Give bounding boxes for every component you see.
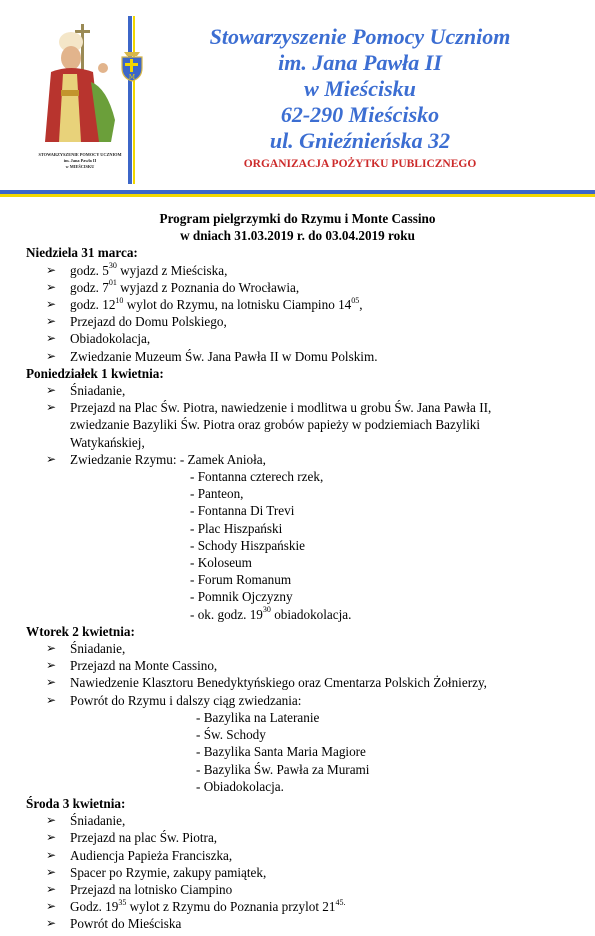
program-title: Program pielgrzymki do Rzymu i Monte Cassino w dniach 31.03.2019 r. do 03.04.2019 roku — [159, 211, 436, 244]
arrow-bullet-icon: ➢ — [46, 830, 57, 845]
letterhead — [0, 0, 595, 200]
list-item: - ok. godz. $19^{30}$ obiadokolacja. — [190, 605, 352, 622]
list-item: - Koloseum — [190, 555, 252, 571]
list-item: - Fontanna czterech rzek, — [190, 469, 324, 485]
day-items-sunday — [0, 262, 595, 365]
arrow-bullet-icon: ➢ — [46, 314, 57, 329]
list-item: ➢ Śniadanie, — [46, 813, 126, 829]
list-item: ➢ Obiadokolacja, — [46, 331, 151, 347]
arrow-bullet-icon: ➢ — [46, 658, 57, 673]
arrow-bullet-icon: ➢ — [46, 813, 57, 828]
arrow-bullet-icon: ➢ — [46, 675, 57, 690]
pope-photo — [41, 24, 119, 142]
list-item: ➢ Śniadanie, — [46, 383, 126, 399]
day-heading-monday: Poniedziałek 1 kwietnia: — [26, 365, 164, 381]
arrow-bullet-icon: ➢ — [46, 297, 57, 312]
list-item: ➢ Audiencja Papieża Franciszka, — [46, 847, 233, 863]
arrow-bullet-icon: ➢ — [46, 383, 57, 398]
day-heading-tuesday: Wtorek 2 kwietnia: — [26, 623, 135, 639]
list-item: - Bazylika Św. Pawła za Murami — [196, 761, 370, 777]
list-item: - Schody Hiszpańskie — [190, 537, 306, 553]
arrow-bullet-icon: ➢ — [46, 692, 57, 707]
yellow-band — [0, 194, 595, 197]
rome-sights-list — [0, 468, 595, 623]
arrow-bullet-icon: ➢ — [46, 899, 57, 914]
list-item: ➢ Godz. $19^{35}$ wylot z Rzymu do Poznania przylot $21^{45.}$ — [46, 897, 346, 915]
list-item: ➢ Śniadanie, — [46, 641, 126, 657]
list-item: - Obiadokolacja. — [196, 778, 284, 794]
list-item: ➢ Przejazd na plac Św. Piotra, — [46, 830, 218, 846]
arrow-bullet-icon: ➢ — [46, 881, 57, 896]
list-item: ➢ Powrót do Mieściska — [46, 916, 182, 932]
list-item: ➢ Zwiedzanie Muzeum Św. Jana Pawła II w Domu Polskim. — [46, 348, 378, 364]
arrow-bullet-icon: ➢ — [46, 916, 57, 931]
svg-text:M: M — [128, 74, 136, 81]
photo-caption: STOWARZYSZENIE POMOCY UCZNIOM im. Jana Pawła II w MIEŚCISKU — [38, 152, 122, 169]
day-items-tuesday — [0, 640, 595, 709]
photo-box — [29, 21, 131, 182]
list-item: ➢ Powrót do Rzymu i dalszy ciąg zwiedzania: — [46, 692, 302, 708]
arrow-bullet-icon: ➢ — [46, 262, 57, 277]
day-heading-sunday: Niedziela 31 marca: — [26, 245, 138, 261]
arrow-bullet-icon: ➢ — [46, 864, 57, 879]
vertical-blue-line — [128, 16, 132, 184]
list-item: ➢ Nawiedzenie Klasztoru Benedyktyńskiego oraz Cmentarza Polskich Żołnierzy, — [46, 675, 487, 691]
opp-label: ORGANIZACJA POŻYTKU PUBLICZNEGO — [243, 158, 477, 170]
list-item: ➢ Zwiedzanie Rzymu: - Zamek Anioła, — [46, 451, 266, 467]
arrow-bullet-icon: ➢ — [46, 331, 57, 346]
vertical-yellow-line — [133, 16, 135, 184]
list-item: - Plac Hiszpański — [190, 520, 283, 536]
list-item: ➢ godz. $12^{10}$ wylot do Rzymu, na lotnisku Ciampino $14^{05}$, — [46, 295, 363, 313]
list-item: - Panteon, — [190, 486, 244, 502]
arrow-bullet-icon: ➢ — [46, 847, 57, 862]
arrow-bullet-icon: ➢ — [46, 279, 57, 294]
day-items-monday — [0, 382, 595, 468]
list-item: - Fontanna Di Trevi — [190, 503, 295, 519]
papal-coat-of-arms-icon — [115, 50, 149, 82]
day-items-wednesday — [0, 812, 595, 932]
list-item: ➢ Przejazd do Domu Polskiego, — [46, 314, 227, 330]
list-item: ➢ Spacer po Rzymie, zakupy pamiątek, — [46, 864, 267, 880]
list-item: ➢ godz. $7^{01}$ wyjazd z Poznania do Wrocławia, — [46, 278, 300, 295]
rome-sights-list-2 — [0, 709, 595, 795]
list-item: ➢ Przejazd na lotnisko Ciampino — [46, 881, 233, 897]
list-item: - Bazylika na Lateranie — [196, 709, 320, 725]
day-heading-wednesday: Środa 3 kwietnia: — [26, 795, 126, 811]
arrow-bullet-icon: ➢ — [46, 451, 57, 466]
list-item: - Św. Schody — [196, 727, 266, 743]
list-item: - Bazylika Santa Maria Magiore — [196, 744, 366, 760]
list-item: - Pomnik Ojczyzny — [190, 589, 293, 605]
arrow-bullet-icon: ➢ — [46, 348, 57, 363]
list-item: - Forum Romanum — [190, 572, 292, 588]
list-item: ➢ godz. $5^{30}$ wyjazd z Mieściska, — [46, 261, 228, 278]
organization-name: Stowarzyszenie Pomocy Uczniom im. Jana Pawła II w Mieścisku 62-290 Mieścisko ul. Gnieźnieńska 32 — [209, 24, 511, 153]
program-content — [0, 210, 595, 933]
arrow-bullet-icon: ➢ — [46, 641, 57, 656]
list-item: ➢ Przejazd na Monte Cassino, — [46, 658, 218, 674]
list-item: ➢ Przejazd na Plac Św. Piotra, nawiedzenie i modlitwa u grobu Św. Jana Pawła II, zwiedzanie Bazyliki Św. Piotra oraz grobów papieży w podziemiach Bazyliki Watykańskiej, — [46, 400, 492, 450]
arrow-bullet-icon: ➢ — [46, 400, 57, 415]
